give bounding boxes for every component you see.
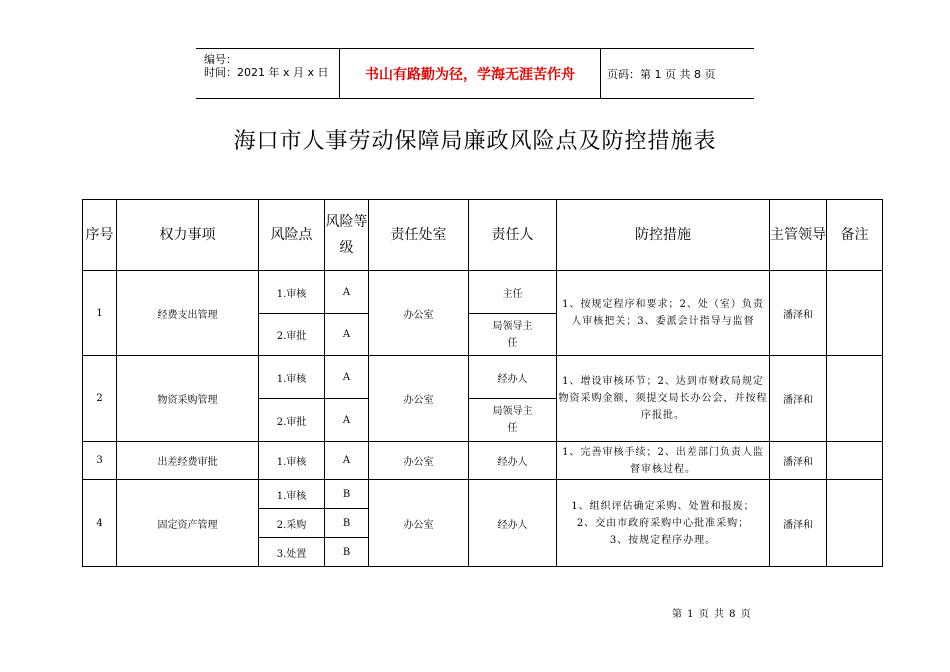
row-leader: 潘泽和: [770, 480, 827, 567]
table-row: [83, 271, 883, 314]
row-no: 1: [83, 271, 117, 356]
row-measures: [557, 480, 770, 567]
measure-line: 2、交由市政府采购中心批准采购；: [576, 517, 750, 529]
row-measures: 1、完善审核手续；2、出差部门负责人监督审核过程。: [557, 442, 770, 480]
header-dept: 责任处室: [369, 200, 469, 271]
header-no: 序号: [83, 200, 117, 271]
risk-point: 2.审批: [259, 399, 325, 442]
risk-point: 1.审核: [259, 442, 325, 480]
header-risk-level: 风险等级: [325, 200, 369, 271]
risk-level: A: [325, 442, 369, 480]
row-leader: 潘泽和: [770, 442, 827, 480]
row-item: 固定资产管理: [117, 480, 259, 567]
row-item: 经费支出管理: [117, 271, 259, 356]
row-dept: 办公室: [369, 480, 469, 567]
table-row: [83, 356, 883, 399]
page-label: 页码：第 1 页 共 8 页: [607, 67, 716, 81]
header-risk-point: 风险点: [259, 200, 325, 271]
header-meta: [196, 49, 340, 98]
row-dept: 办公室: [369, 271, 469, 356]
page-footer: 第 1 页 共 8 页: [672, 609, 752, 620]
risk-level: A: [325, 356, 369, 399]
page-title: 海口市人事劳动保障局廉政风险点及防控措施表: [233, 129, 717, 154]
row-leader: 潘泽和: [770, 271, 827, 356]
row-leader: 潘泽和: [770, 356, 827, 442]
time-label: 时间：2021 年 x 月 x 日: [204, 66, 329, 79]
row-remark: [827, 480, 883, 567]
header-remark: 备注: [827, 200, 883, 271]
risk-point: 2.采购: [259, 509, 325, 538]
row-item: 物资采购管理: [117, 356, 259, 442]
table-row: [83, 442, 883, 480]
row-remark: [827, 442, 883, 480]
row-person: 局领导主任: [469, 399, 557, 442]
risk-level: B: [325, 480, 369, 509]
row-person: 经办人: [469, 356, 557, 399]
row-no: 4: [83, 480, 117, 567]
row-remark: [827, 271, 883, 356]
number-label: 编号：: [204, 53, 237, 66]
risk-level: B: [325, 509, 369, 538]
row-measures: 1、增设审核环节；2、达到市财政局规定物资采购金额，须提交局长办公会，并按程序报批。: [557, 356, 770, 442]
risk-level: A: [325, 271, 369, 314]
row-dept: 办公室: [369, 442, 469, 480]
risk-level: A: [325, 314, 369, 356]
header-leader: 主管领导: [770, 200, 827, 271]
risk-table: [82, 199, 883, 567]
row-remark: [827, 356, 883, 442]
motto: 书山有路勤为径，学海无涯苦作舟: [340, 49, 601, 98]
risk-level: A: [325, 399, 369, 442]
row-measures: 1、按规定程序和要求；2、处（室）负责人审核把关；3、委派会计指导与监督: [557, 271, 770, 356]
header-power: 权力事项: [117, 200, 259, 271]
measure-line: 1、组织评估确定采购、处置和报废；: [571, 500, 755, 512]
risk-point: 1.审核: [259, 480, 325, 509]
row-person: 经办人: [469, 442, 557, 480]
header-measures: 防控措施: [557, 200, 770, 271]
table-header-row: [83, 200, 883, 271]
row-person: 局领导主任: [469, 314, 557, 356]
risk-point: 3.处置: [259, 538, 325, 567]
row-person: 经办人: [469, 480, 557, 567]
risk-point: 2.审批: [259, 314, 325, 356]
risk-level: B: [325, 538, 369, 567]
document-header: [196, 48, 754, 99]
header-person: 责任人: [469, 200, 557, 271]
row-no: 3: [83, 442, 117, 480]
row-dept: 办公室: [369, 356, 469, 442]
table-row: [83, 480, 883, 509]
row-no: 2: [83, 356, 117, 442]
row-item: 出差经费审批: [117, 442, 259, 480]
measure-line: 3、按规定程序办理。: [609, 534, 717, 546]
risk-point: 1.审核: [259, 356, 325, 399]
row-person: 主任: [469, 271, 557, 314]
risk-point: 1.审核: [259, 271, 325, 314]
